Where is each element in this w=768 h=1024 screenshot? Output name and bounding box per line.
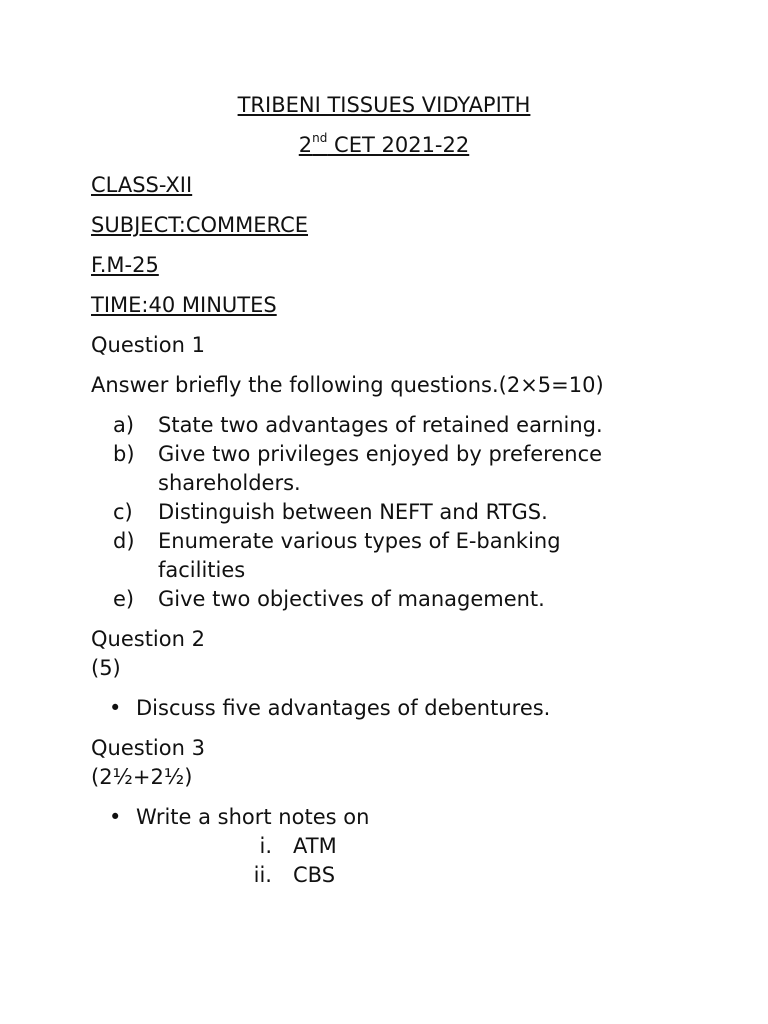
list-marker: c) [113,500,133,524]
list-item [91,411,711,440]
list-item [91,585,711,614]
exam-suffix: nd [312,131,328,145]
list-marker: d) [113,529,135,553]
sublist-text: CBS [293,863,336,887]
list-marker: a) [113,413,135,437]
list-marker: b) [113,442,135,466]
subject-label: SUBJECT:COMMERCE [91,213,309,237]
list-marker: e) [113,587,135,611]
school-name: TRIBENI TISSUES VIDYAPITH [237,93,531,117]
question-2-marks: (5) [91,656,121,680]
list-text: Give two privileges enjoyed by preference shareholders. [158,442,603,495]
exam-paper [91,91,711,890]
question-1-title: Question 1 [91,333,205,357]
school-title [91,91,677,120]
question-2-list [91,694,711,723]
list-text: Enumerate various types of E-banking facilities [158,529,561,582]
question-1-list [91,411,711,614]
question-3-sublist [91,832,711,890]
list-text: State two advantages of retained earning. [158,413,603,437]
full-marks-line [91,251,711,280]
list-text: Write a short notes on [136,805,370,829]
sublist-item [91,832,711,861]
question-3-title: Question 3 [91,736,205,760]
time-label: TIME:40 MINUTES [91,293,277,317]
question-2-header [91,625,711,683]
class-line [91,171,711,200]
list-item [91,803,711,832]
list-item [91,694,711,723]
full-marks-label: F.M-25 [91,253,159,277]
exam-title [91,131,677,160]
list-text: Give two objectives of management. [158,587,545,611]
exam-number: 2 [298,133,313,157]
exam-rest: CET 2021-22 [327,133,470,157]
list-text: Distinguish between NEFT and RTGS. [158,500,548,524]
question-3-list [91,803,711,832]
sublist-text: ATM [293,834,337,858]
list-item [91,440,711,498]
question-3-header [91,734,711,792]
list-text: Discuss five advantages of debentures. [136,696,551,720]
sublist-marker: ii. [253,863,272,887]
sublist-item [91,861,711,890]
list-item [91,527,711,585]
question-2-title: Question 2 [91,627,205,651]
sublist-marker: i. [259,834,272,858]
bullet-icon: • [109,696,122,720]
exam-name [299,133,469,157]
subject-line [91,211,711,240]
bullet-icon: • [109,805,122,829]
time-line [91,291,711,320]
list-item [91,498,711,527]
question-1-instruction: Answer briefly the following questions.(2×5=10) [91,373,604,397]
class-label: CLASS-XII [91,173,193,197]
question-3-marks: (2½+2½) [91,765,193,789]
